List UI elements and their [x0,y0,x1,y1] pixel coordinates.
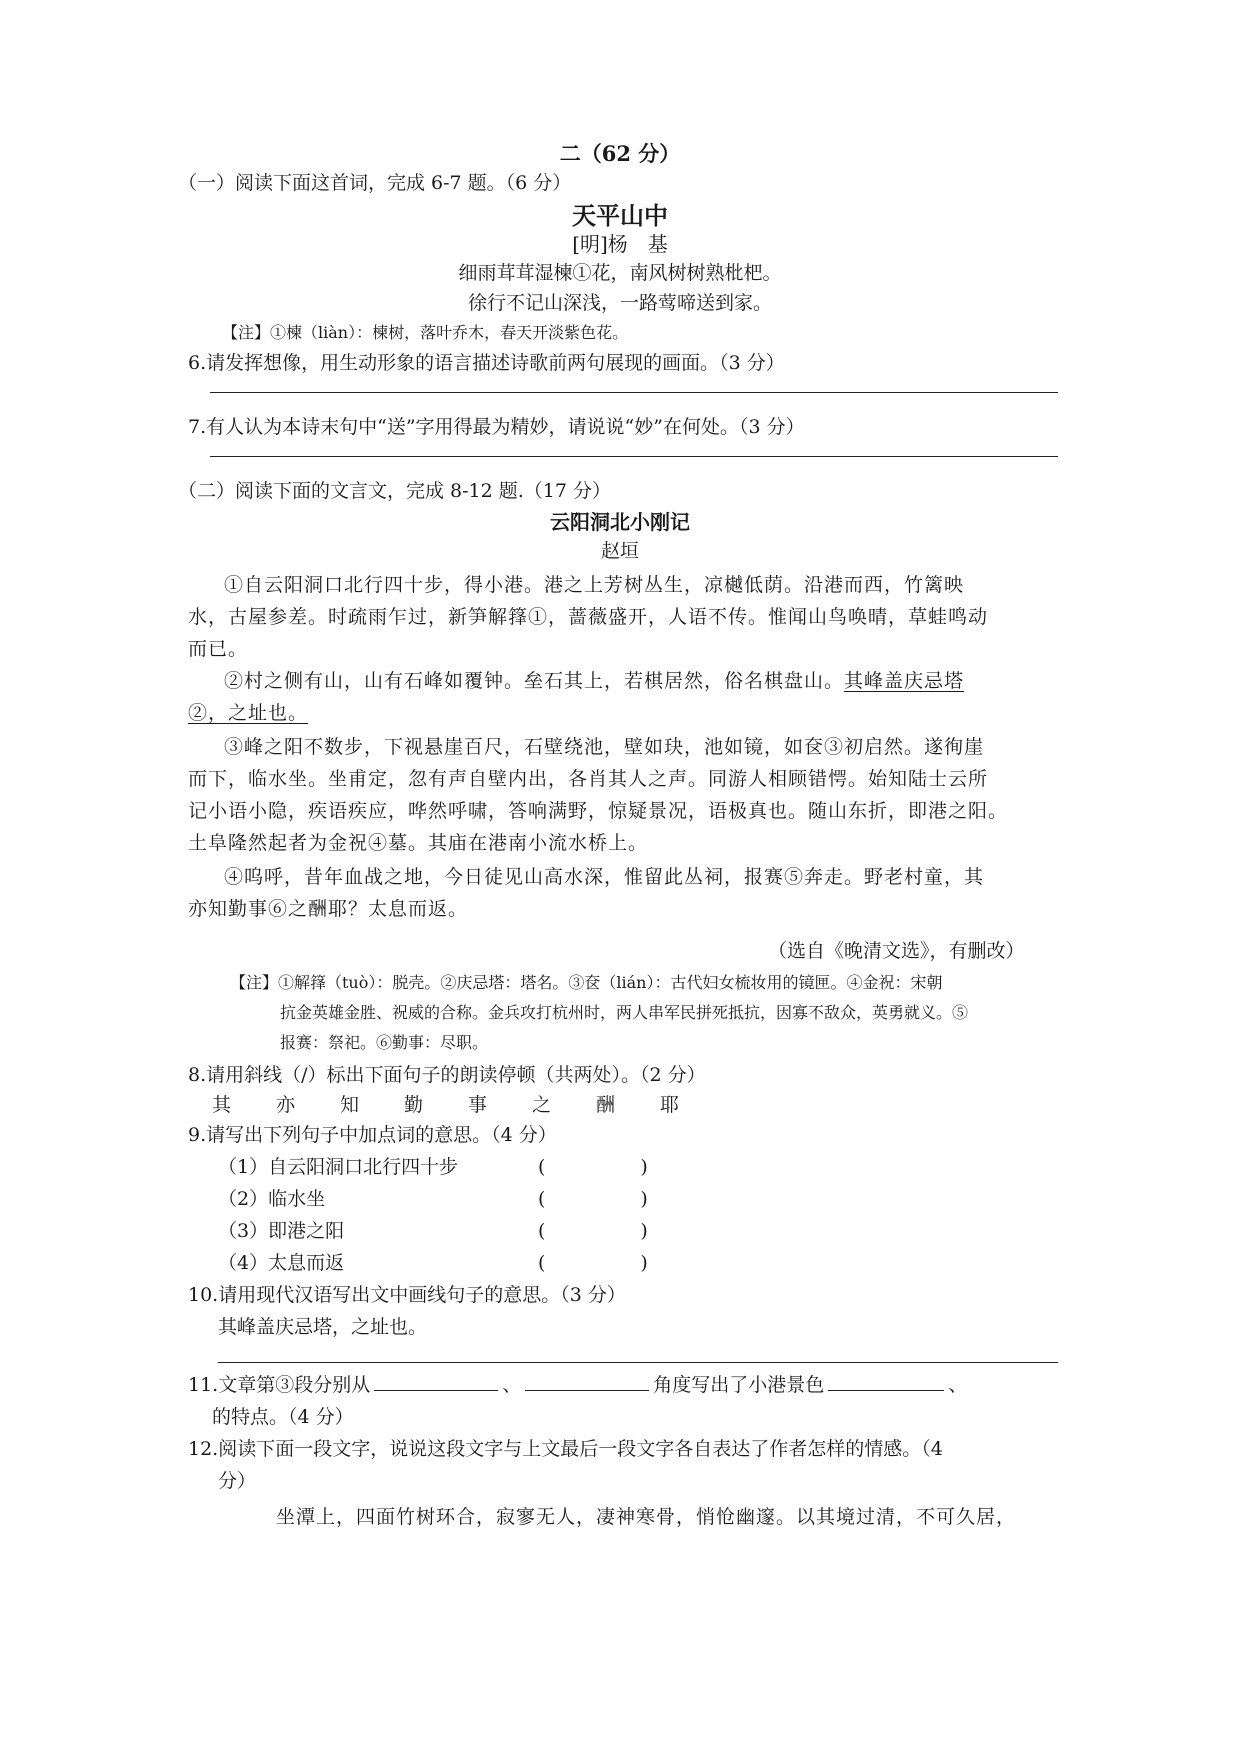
q9-answer-4[interactable]: ( ) [538,1252,648,1274]
notes-line-3: 报赛：祭祀。⑥勤事：尽职。 [280,1033,489,1052]
q11-text-c: 角度写出了小港景色 [653,1374,825,1396]
q10-sentence: 其峰盖庆忌塔，之址也。 [218,1316,428,1338]
question-10: 10.请用现代汉语写出文中画线句子的意思。（3 分） [188,1284,626,1306]
q9-answer-2[interactable]: ( ) [538,1188,648,1210]
q11-line-2: 的特点。（4 分） [212,1406,354,1428]
question-12: 12.阅读下面一段文字，说说这段文字与上文最后一段文字各自表达了作者怎样的情感。（4 [188,1438,943,1460]
poem-line-2: 徐行不记山深浅，一路莺啼送到家。 [467,292,772,314]
question-6: 6.请发挥想像，用生动形象的语言描述诗歌前两句展现的画面。（3 分） [188,352,785,374]
essay-author: 赵垣 [600,540,639,562]
part2-intro: （二）阅读下面的文言文，完成 8-12 题.（17 分） [178,480,612,502]
q8-char: 酬 [596,1094,616,1116]
section-title: 二（62 分） [559,141,681,166]
p3-line-1: ③峰之阳不数步，下视悬崖百尺，石壁绕池，壁如玦，池如镜，如奁③初启然。遂徇崖 [224,736,985,758]
p4-line-1: ④呜呼，昔年血战之地，今日徒见山高水深，惟留此丛祠，报赛⑤奔走。野老村童，其 [224,866,985,888]
q9-answer-1[interactable]: ( ) [538,1156,648,1178]
question-9: 9.请写出下列句子中加点词的意思。（4 分） [188,1124,557,1146]
p4-line-2: 亦知勤事⑥之酬耶？太息而返。 [188,898,469,920]
poem-line-1: 细雨茸茸湿楝①花，南风树树熟枇杷。 [458,262,782,284]
question-7: 7.有人认为本诗末句中“送”字用得最为精妙，请说说“妙”在何处。（3 分） [188,416,805,438]
answer-line-q10[interactable] [218,1362,1058,1363]
underlined-sentence-part-2: ②，之址也。 [188,702,309,724]
q8-char: 亦 [276,1094,296,1116]
q8-char: 事 [468,1094,488,1116]
q11-text-b: 、 [502,1374,522,1396]
p1-line-2: 水，古屋参差。时疏雨乍过，新笋解箨①，蔷薇盛开，人语不传。惟闻山鸟唤晴，草蛙鸣动 [188,606,989,628]
q9-answer-3[interactable]: ( ) [538,1220,648,1242]
q8-char: 勤 [404,1094,424,1116]
p1-line-1: ①自云阳洞口北行四十步，得小港。港之上芳树丛生，凉樾低荫。沿港而西，竹篱映 [224,574,965,596]
p2-text: ②村之侧有山，山有石峰如覆钟。垒石其上，若棋居然，俗名棋盘山。 [224,670,845,692]
answer-line-q6[interactable] [210,392,1058,393]
notes-line-1: 【注】①解箨（tuò）：脱壳。②庆忌塔：塔名。③奁（lián）：古代妇女梳妆用的镜匣。④金祝：宋朝 [230,973,943,992]
answer-line-q7[interactable] [210,456,1058,457]
q9-item-1: （1）自云阳洞口北行四十步 [218,1156,459,1178]
q11-blank-1[interactable] [374,1372,498,1391]
p3-line-4: 土阜隆然起者为金祝④墓。其庙在港南小流水桥上。 [188,832,649,854]
part1-intro: （一）阅读下面这首词，完成 6-7 题。（6 分） [178,172,572,194]
underlined-sentence-part-1: 其峰盖庆忌塔 [844,670,965,692]
q11-blank-2[interactable] [525,1372,649,1391]
q8-char: 耶 [660,1094,680,1116]
q8-char: 知 [340,1094,360,1116]
q9-item-3: （3）即港之阳 [218,1220,345,1242]
poem-author: [明]杨 基 [572,232,668,256]
p3-line-2: 而下，临水坐。坐甫定，忽有声自壁内出，各肖其人之声。同游人相顾错愕。始知陆士云所 [188,768,989,790]
question-11 [188,1370,967,1397]
q9-item-2: （2）临水坐 [218,1188,326,1210]
p3-line-3: 记小语小隐，疾语疾应，哗然呼啸，答响满野，惊疑景况，语极真也。随山东折，即港之阳。 [188,800,1009,822]
poem-note: 【注】①楝（liàn）：楝树，落叶乔木，春天开淡紫色花。 [222,323,629,342]
notes-line-2: 抗金英雄金胜、祝威的合称。金兵攻打杭州时，两人串军民拼死抵抗，因寡不敌众，英勇就义。⑤ [280,1003,969,1022]
p1-line-3: 而已。 [188,638,249,660]
q12-passage: 坐潭上，四面竹树环合，寂寥无人，凄神寒骨，悄怆幽邃。以其境过清，不可久居， [276,1506,1017,1528]
poem-title: 天平山中 [572,202,668,230]
q11-text-a: 11.文章第③段分别从 [188,1374,371,1396]
q8-sentence[interactable] [212,1090,724,1117]
q8-char: 其 [212,1094,232,1116]
q11-text-d: 、 [948,1374,968,1396]
q8-char: 之 [532,1094,552,1116]
question-12-cont: 分） [218,1470,257,1492]
q11-blank-3[interactable] [828,1372,944,1391]
q9-item-4: （4）太息而返 [218,1252,345,1274]
essay-source: （选自《晚清文选》，有删改） [768,940,1025,962]
p2-line-1 [224,666,964,693]
question-8: 8.请用斜线（/）标出下面句子的朗读停顿（共两处）。（2 分） [188,1064,706,1086]
essay-title: 云阳洞北小刚记 [550,510,690,534]
